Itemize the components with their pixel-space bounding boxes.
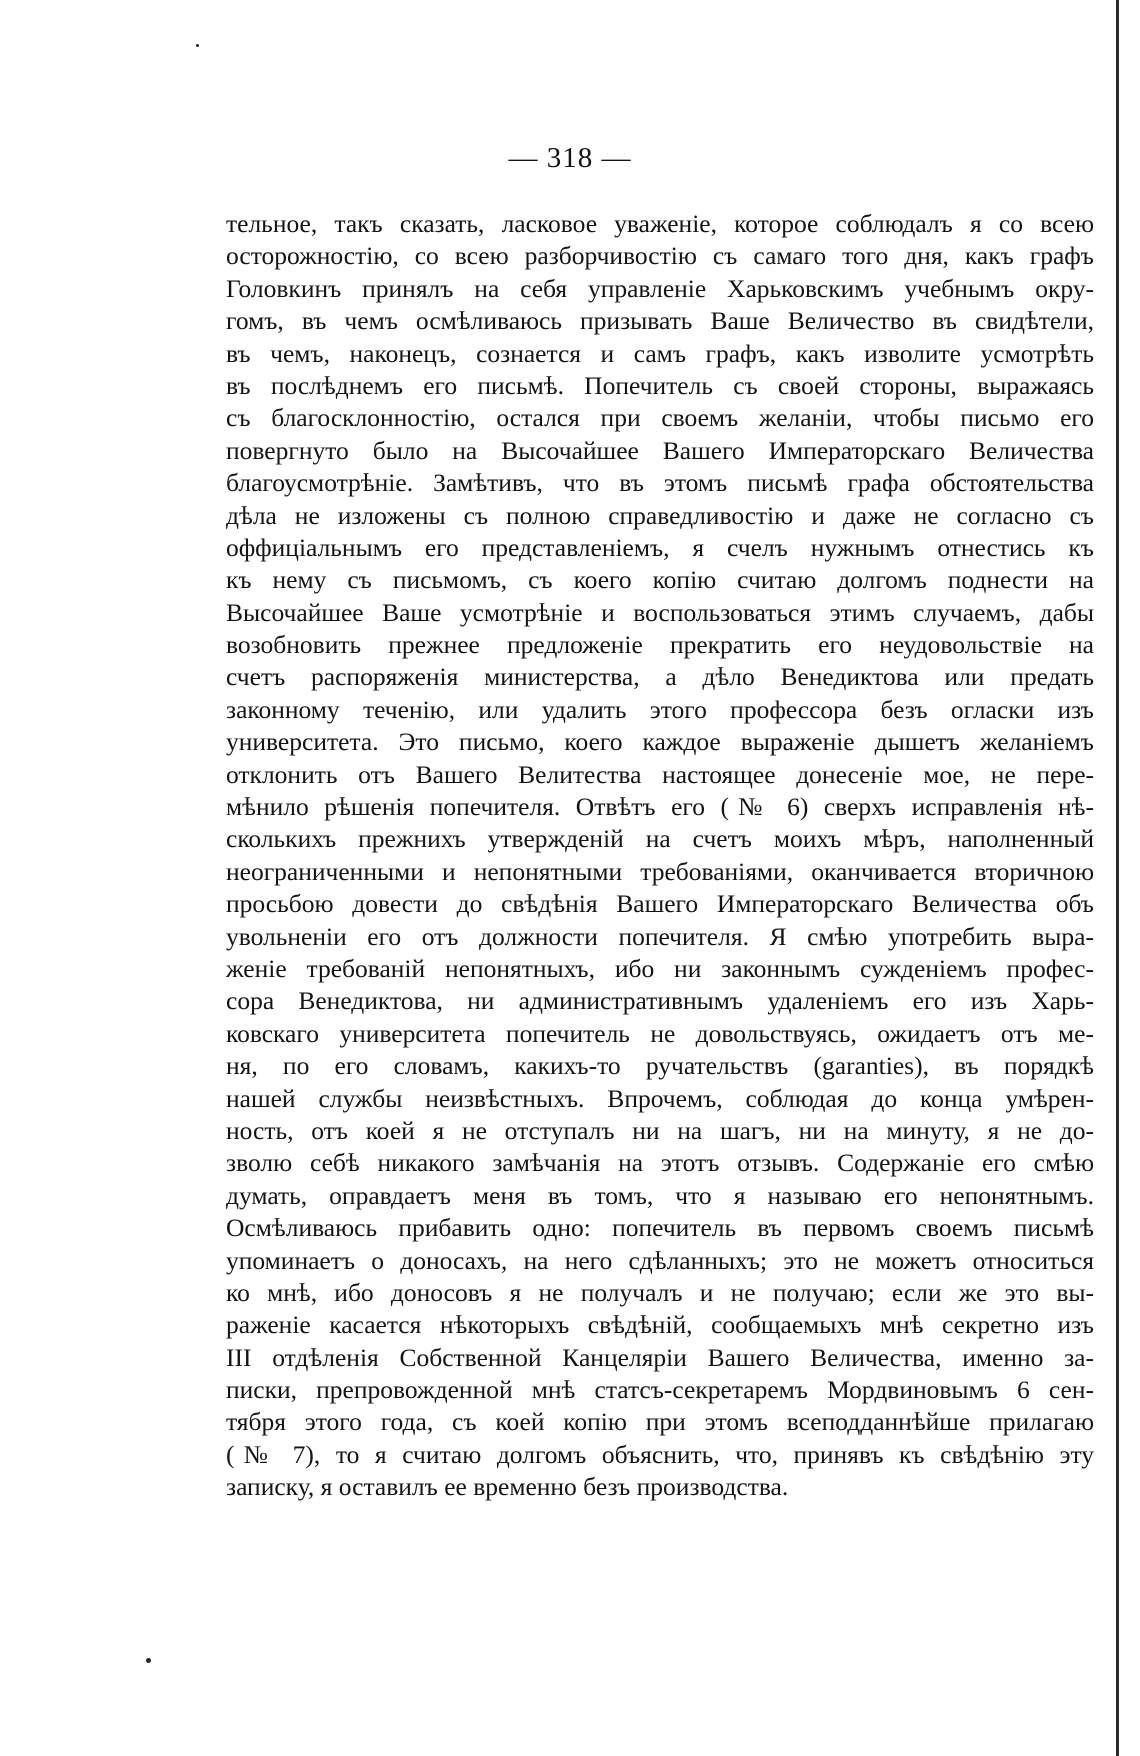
text-line: (№ 7), то я считаю долгомъ объяснить, что, принявъ къ свѣдѣнію эту	[226, 1439, 1094, 1469]
text-line: университета. Это письмо, коего каждое выраженіе дышетъ желаніемъ	[226, 727, 1094, 757]
text-line: гомъ, въ чемъ осмѣливаюсь призывать Ваше Величество въ свидѣтели,	[226, 306, 1094, 336]
page-edge-line	[1116, 0, 1119, 1756]
text-line: увольненіи его отъ должности попечителя. Я смѣю употребить выра-	[226, 921, 1094, 951]
text-line: упоминаетъ о доносахъ, на него сдѣланныхъ; это не можетъ относиться	[226, 1245, 1094, 1275]
text-line: благоусмотрѣніе. Замѣтивъ, что въ этомъ письмѣ графа обстоятельства	[226, 468, 1094, 498]
text-line: зволю себѣ никакого замѣчанія на этотъ отзывъ. Содержаніе его смѣю	[226, 1148, 1094, 1178]
text-line: сколькихъ прежнихъ утвержденій на счетъ моихъ мѣръ, наполненный	[226, 824, 1094, 854]
text-line: думать, оправдаетъ меня въ томъ, что я называю его непонятнымъ.	[226, 1180, 1094, 1210]
text-line: оффиціальнымъ его представленіемъ, я счелъ нужнымъ отнестись къ	[226, 532, 1094, 562]
text-line: ковскаго университета попечитель не довольствуясь, ожидаетъ отъ ме-	[226, 1018, 1094, 1048]
text-line: счетъ распоряженія министерства, а дѣло Венедиктова или предать	[226, 662, 1094, 692]
text-line: нашей службы неизвѣстныхъ. Впрочемъ, соблюдая до конца умѣрен-	[226, 1083, 1094, 1113]
text-line: ность, отъ коей я не отступалъ ни на шагъ, ни на минуту, я не до-	[226, 1115, 1094, 1145]
text-line: въ чемъ, наконецъ, сознается и самъ графъ, какъ изволите усмотрѣть	[226, 338, 1094, 368]
text-line: ня, по его словамъ, какихъ-то ручательствъ (garanties), въ порядкѣ	[226, 1051, 1094, 1081]
text-line: съ благосклонностію, остался при своемъ желаніи, чтобы письмо его	[226, 403, 1094, 433]
text-line: неограниченными и непонятными требованіями, оканчивается вторичною	[226, 856, 1094, 886]
text-line: женіе требованій непонятныхъ, ибо ни законнымъ сужденіемъ профес-	[226, 953, 1094, 983]
text-line: III отдѣленія Собственной Канцеляріи Вашего Величества, именно за-	[226, 1342, 1094, 1372]
body-text	[226, 208, 1094, 1504]
text-line: записку, я оставилъ ее временно безъ производства.	[226, 1472, 789, 1502]
text-line: просьбою довести до свѣдѣнія Вашего Императорскаго Величества объ	[226, 889, 1094, 919]
text-line: Высочайшее Ваше усмотрѣніе и воспользоваться этимъ случаемъ, дабы	[226, 597, 1094, 627]
text-line: къ нему съ письмомъ, съ коего копію считаю долгомъ поднести на	[226, 565, 1094, 595]
page-speck	[146, 1658, 151, 1663]
text-line: въ послѣднемъ его письмѣ. Попечитель съ своей стороны, выражаясь	[226, 370, 1094, 400]
text-line: законному теченію, или удалить этого профессора безъ огласки изъ	[226, 694, 1094, 724]
text-line: Осмѣливаюсь прибавить одно: попечитель въ первомъ своемъ письмѣ	[226, 1213, 1094, 1243]
text-line: повергнуто было на Высочайшее Вашего Императорскаго Величества	[226, 435, 1094, 465]
text-line: тельное, такъ сказать, ласковое уваженіе, которое соблюдалъ я со всею	[226, 209, 1094, 238]
text-line: мѣнило рѣшенія попечителя. Отвѣтъ его (№ 6) сверхъ исправленія нѣ-	[226, 792, 1094, 822]
page-speck	[196, 44, 199, 47]
text-line: тября этого года, съ коей копію при этомъ всеподданнѣйше прилагаю	[226, 1407, 1094, 1437]
text-line: сора Венедиктова, ни административнымъ удаленіемъ его изъ Харь-	[226, 986, 1094, 1016]
text-line: раженіе касается нѣкоторыхъ свѣдѣній, сообщаемыхъ мнѣ секретно изъ	[226, 1310, 1094, 1340]
text-line: дѣла не изложены съ полною справедливостію и даже не согласно съ	[226, 500, 1094, 530]
text-line: возобновить прежнее предложеніе прекратить его неудовольствіе на	[226, 630, 1094, 660]
text-line: отклонить отъ Вашего Велитества настоящее донесеніе мое, не пере-	[226, 759, 1094, 789]
text-line: осторожностію, со всею разборчивостію съ самаго того дня, какъ графъ	[226, 241, 1094, 271]
page-number: — 318 —	[508, 142, 632, 174]
text-line: писки, препровожденной мнѣ статсъ-секретаремъ Мордвиновымъ 6 сен-	[226, 1375, 1094, 1405]
text-line: Головкинъ принялъ на себя управленіе Харьковскимъ учебнымъ окру-	[226, 273, 1094, 303]
text-line: ко мнѣ, ибо доносовъ я не получалъ и не получаю; если же это вы-	[226, 1277, 1094, 1307]
